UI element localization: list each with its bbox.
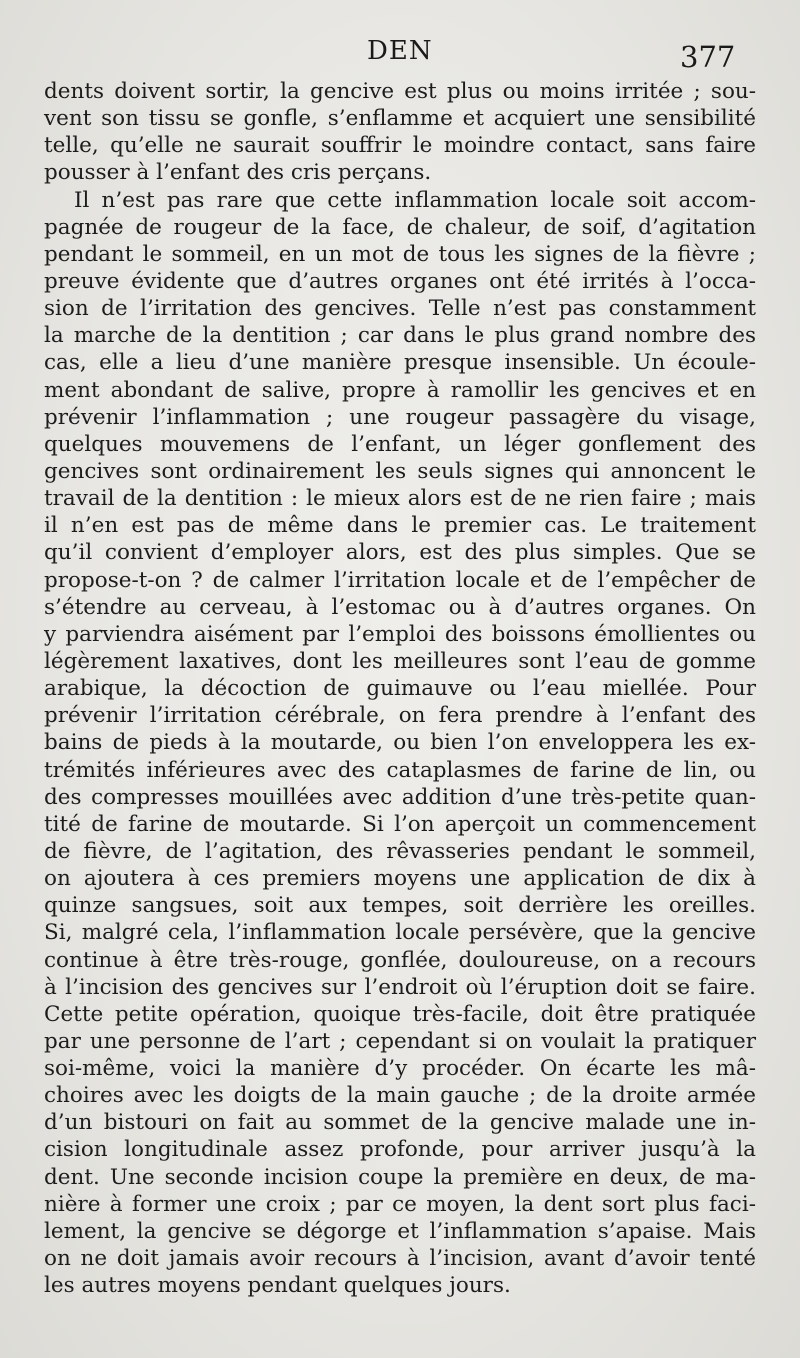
text-line: cas, elle a lieu d’une manière presque insensible. Un écoule- xyxy=(44,350,756,376)
text-line: quelques mouvemens de l’enfant, un léger gonflement des xyxy=(44,431,756,457)
text-line: à l’incision des gencives sur l’endroit où l’éruption doit se faire. xyxy=(44,974,756,1000)
page-header xyxy=(0,34,800,78)
text-line: s’étendre au cerveau, à l’estomac ou à d’autres organes. On xyxy=(44,594,756,620)
text-line: d’un bistouri on fait au sommet de la gencive malade une in- xyxy=(44,1110,756,1136)
text-line: tité de farine de moutarde. Si l’on aperçoit un commencement xyxy=(44,811,756,837)
text-line: des compresses mouillées avec addition d’une très-petite quan- xyxy=(44,784,756,810)
page-number: 377 xyxy=(680,40,736,74)
text-line: dent. Une seconde incision coupe la première en deux, de ma- xyxy=(44,1164,756,1190)
text-line: arabique, la décoction de guimauve ou l’eau miellée. Pour xyxy=(44,676,756,702)
text-line: gencives sont ordinairement les seuls signes qui annoncent le xyxy=(44,458,756,484)
text-line: pendant le sommeil, en un mot de tous les signes de la fièvre ; xyxy=(44,241,756,267)
text-line: Si, malgré cela, l’inflammation locale persévère, que la gencive xyxy=(44,920,756,946)
running-head: DEN xyxy=(367,36,433,66)
text-line: trémités inférieures avec des cataplasmes de farine de lin, ou xyxy=(44,757,756,783)
text-line: quinze sangsues, soit aux tempes, soit derrière les oreilles. xyxy=(44,893,756,919)
text-line: choires avec les doigts de la main gauche ; de la droite armée xyxy=(44,1083,756,1109)
text-line: preuve évidente que d’autres organes ont été irrités à l’occa- xyxy=(44,268,756,294)
text-line: vent son tissu se gonfle, s’enflamme et acquiert une sensibilité xyxy=(44,106,756,132)
text-line: travail de la dentition : le mieux alors est de ne rien faire ; mais xyxy=(44,486,756,512)
text-line: cision longitudinale assez profonde, pour arriver jusqu’à la xyxy=(44,1137,756,1163)
text-line: la marche de la dentition ; car dans le plus grand nombre des xyxy=(44,323,756,349)
text-line: prévenir l’irritation cérébrale, on fera prendre à l’enfant des xyxy=(44,703,756,729)
text-line: bains de pieds à la moutarde, ou bien l’on enveloppera les ex- xyxy=(44,730,756,756)
body-text xyxy=(44,78,756,1299)
text-line: par une personne de l’art ; cependant si on voulait la pratiquer xyxy=(44,1028,756,1054)
text-line: nière à former une croix ; par ce moyen, la dent sort plus faci- xyxy=(44,1191,756,1217)
text-line: sion de l’irritation des gencives. Telle n’est pas constamment xyxy=(44,296,756,322)
text-line: Il n’est pas rare que cette inflammation locale soit accom- xyxy=(74,187,756,213)
text-line: pagnée de rougeur de la face, de chaleur, de soif, d’agitation xyxy=(44,214,756,240)
text-line: y parviendra aisément par l’emploi des boissons émollientes ou xyxy=(44,621,756,647)
text-line: pousser à l’enfant des cris perçans. xyxy=(44,160,432,186)
text-line: on ne doit jamais avoir recours à l’incision, avant d’avoir tenté xyxy=(44,1246,756,1272)
text-line: les autres moyens pendant quelques jours. xyxy=(44,1273,511,1299)
text-line: continue à être très-rouge, gonflée, douloureuse, on a recours xyxy=(44,947,756,973)
text-line: propose-t-on ? de calmer l’irritation locale et de l’empêcher de xyxy=(44,567,756,593)
text-line: soi-même, voici la manière d’y procéder. On écarte les mâ- xyxy=(44,1056,756,1082)
text-line: Cette petite opération, quoique très-facile, doit être pratiquée xyxy=(44,1001,756,1027)
text-line: légèrement laxatives, dont les meilleures sont l’eau de gomme xyxy=(44,648,756,674)
text-line: il n’en est pas de même dans le premier cas. Le traitement xyxy=(44,513,756,539)
text-line: on ajoutera à ces premiers moyens une application de dix à xyxy=(44,866,756,892)
text-line: telle, qu’elle ne saurait souffrir le moindre contact, sans faire xyxy=(44,133,756,159)
text-line: prévenir l’inflammation ; une rougeur passagère du visage, xyxy=(44,404,756,430)
text-line: qu’il convient d’employer alors, est des plus simples. Que se xyxy=(44,540,756,566)
text-line: dents doivent sortir, la gencive est plus ou moins irritée ; sou- xyxy=(44,79,756,104)
text-line: de fièvre, de l’agitation, des rêvasseries pendant le sommeil, xyxy=(44,838,756,864)
text-line: lement, la gencive se dégorge et l’inflammation s’apaise. Mais xyxy=(44,1218,756,1244)
text-line: ment abondant de salive, propre à ramollir les gencives et en xyxy=(44,377,756,403)
